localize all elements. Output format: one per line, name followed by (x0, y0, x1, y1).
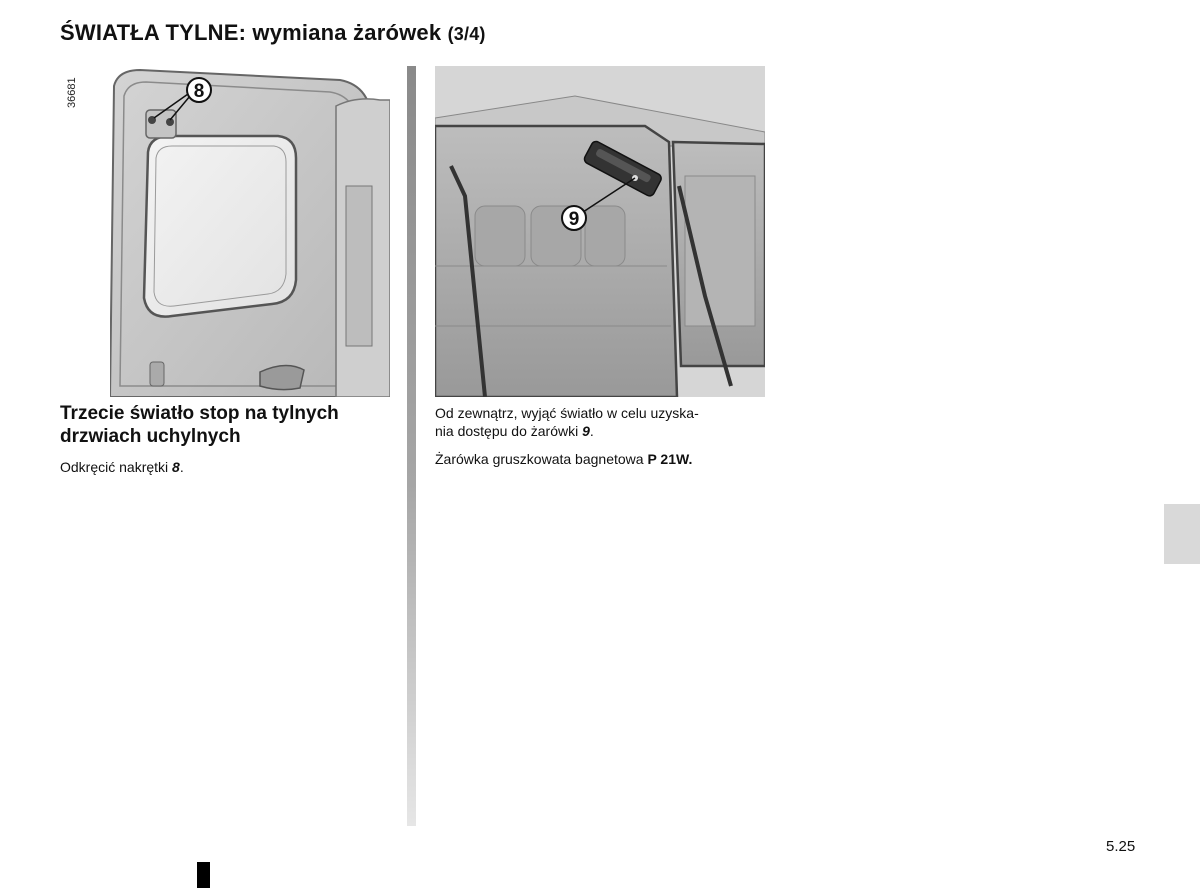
chapter-side-tab (1164, 504, 1200, 564)
section-heading-third-stop-light: Trzecie światło stop na tylnych drzwiach uchylnych (60, 403, 339, 447)
rear-door-illustration (110, 66, 390, 397)
instruction-line-1: Od zewnątrz, wyjąć światło w celu uzyska- (435, 405, 699, 421)
page-title (60, 20, 486, 46)
page-number: 5.25 (1106, 838, 1136, 855)
bulb-type-code: P 21W. (647, 451, 693, 467)
rear-windows-illustration (435, 66, 765, 397)
instruction-unscrew-nuts (60, 458, 400, 476)
page-title-part: (3/4) (447, 24, 486, 44)
instruction-remove-light (435, 404, 775, 440)
figure-rear-windows (435, 66, 765, 397)
instruction-suffix: . (179, 459, 184, 475)
crop-mark (197, 862, 210, 888)
instruction-ref-9: 9 (582, 423, 590, 439)
bulb-type-text: Żarówka gruszkowata bagnetowa (435, 451, 648, 467)
figure-rear-door (110, 66, 390, 397)
figure-code-left: 36681 (66, 77, 78, 108)
bulb-type-note (435, 450, 795, 468)
instruction-text: Odkręcić nakrętki (60, 459, 173, 475)
callout-8: 8 (193, 81, 205, 102)
callout-9: 9 (568, 209, 580, 230)
instruction-line-2-suffix: . (589, 423, 594, 439)
column-divider (407, 66, 416, 826)
page-title-main: ŚWIATŁA TYLNE: wymiana żarówek (60, 20, 442, 45)
instruction-ref-8: 8 (172, 459, 180, 475)
instruction-line-2: nia dostępu do żarówki (435, 423, 583, 439)
